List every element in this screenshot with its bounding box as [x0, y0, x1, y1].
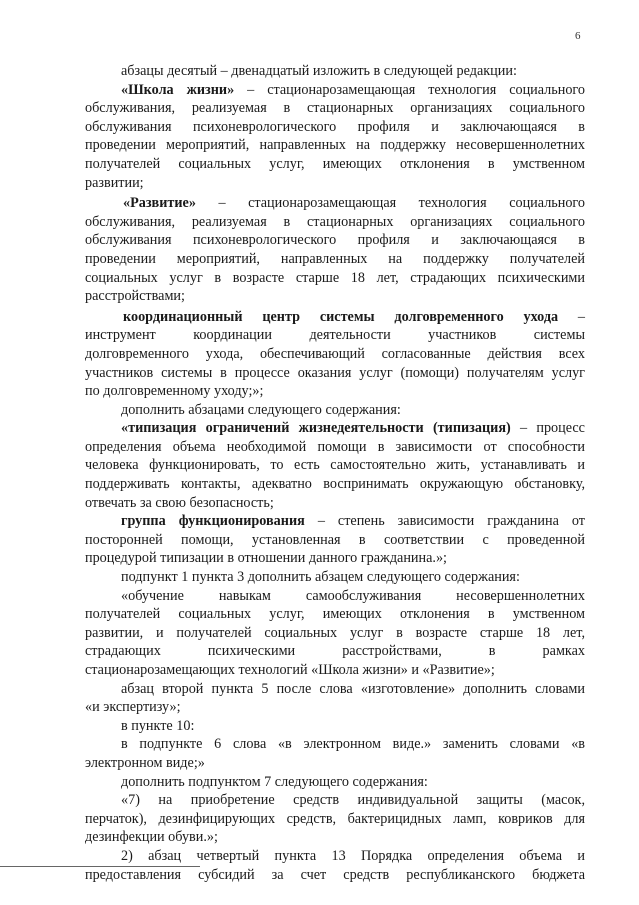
text-line: абзацы десятый – двенадцатый изложить в следующей редакции:: [121, 63, 517, 79]
text-line: «типизация ограничений жизнедеятельности (типизация) – процесс: [121, 420, 585, 437]
text-line: развитии, и получателей социальных услуг в возрасте старше 18 лет,: [85, 624, 585, 641]
text-line: электронном виде;»: [85, 754, 205, 771]
text-line: «Развитие» – стационарозамещающая технология социального: [123, 195, 585, 212]
document-body: [85, 62, 585, 884]
text-line: обслуживания психоневрологического профиля и заключающаяся в: [85, 118, 585, 135]
text-line: поддерживать контакты, адекватно воспринимать окружающую обстановку,: [85, 476, 585, 493]
text-line: обслуживания, реализуемая в стационарных организациях социального: [85, 100, 585, 117]
text-line: абзац второй пункта 5 после слова «изготовление» дополнить словами: [121, 680, 585, 697]
text-line: «7) на приобретение средств индивидуальной защиты (масок,: [121, 792, 585, 809]
text-line: «Школа жизни» – стационарозамещающая технология социального: [121, 81, 585, 98]
text-line: стационарозамещающих технологий «Школа жизни» и «Развитие»;: [85, 662, 495, 678]
text-line: дополнить подпунктом 7 следующего содержания:: [121, 773, 428, 790]
text-line: 2) абзац четвертый пункта 13 Порядка определения объема и: [121, 847, 585, 864]
text-line: «обучение навыкам самообслуживания несовершеннолетних: [121, 587, 585, 604]
text-line: процедурой типизации в отношении данного гражданина.»;: [85, 550, 447, 567]
text-line: в подпункте 6 слова «в электронном виде.» заменить словами «в: [121, 736, 585, 753]
text-line: дополнить абзацами следующего содержания:: [121, 401, 401, 418]
text-line: социальных услуг в возрасте старше 18 лет, страдающих психическими: [85, 269, 585, 286]
text-line: страдающих психическими расстройствами, в рамках: [85, 643, 585, 660]
text-line: проведении мероприятий, направленных на поддержку несовершеннолетних: [85, 137, 585, 154]
text-line: посторонней помощи, установленная в соответствии с проведенной: [85, 531, 585, 548]
text-line: проведении мероприятий, направленных на поддержку получателей: [85, 250, 585, 267]
text-line: получателей социальных услуг, имеющих отклонения в умственном: [85, 155, 585, 172]
text-line: по долговременному уходу;»;: [85, 383, 264, 400]
text-line: долговременного ухода, обеспечивающий согласованные действия всех: [85, 345, 585, 362]
text-line: дезинфекции обуви.»;: [85, 829, 218, 846]
text-line: расстройствами;: [85, 288, 185, 305]
text-line: развитии;: [85, 174, 144, 191]
text-line: подпункт 1 пункта 3 дополнить абзацем следующего содержания:: [121, 569, 520, 586]
text-line: определения объема необходимой помощи в зависимости от способности: [85, 438, 585, 455]
page-number: 6: [575, 30, 581, 42]
text-line: человека функционировать, то есть самостоятельно жить, устанавливать и: [85, 457, 585, 474]
text-line: получателей социальных услуг, имеющих отклонения в умственном: [85, 606, 585, 623]
text-line: инструмент координации деятельности участников системы: [85, 327, 585, 344]
footer-rule: [0, 866, 200, 867]
text-line: в пункте 10:: [121, 717, 195, 734]
text-line: координационный центр системы долговременного ухода –: [123, 308, 586, 325]
text-line: обслуживания психоневрологического профиля и заключающаяся в: [85, 232, 585, 249]
text-line: обслуживания, реализуемая в стационарных организациях социального: [85, 213, 585, 230]
text-line: «и экспертизу»;: [85, 699, 181, 716]
text-line: участников системы в процессе оказания услуг (помощи) получателям услуг: [85, 364, 585, 381]
text-line: группа функционирования – степень зависимости гражданина от: [121, 513, 585, 530]
text-line: перчаток), дезинфицирующих средств, бактерицидных ламп, ковриков для: [85, 810, 585, 827]
text-line: отвечать за свою безопасность;: [85, 494, 274, 511]
text-line: предоставления субсидий за счет средств республиканского бюджета: [85, 866, 585, 883]
